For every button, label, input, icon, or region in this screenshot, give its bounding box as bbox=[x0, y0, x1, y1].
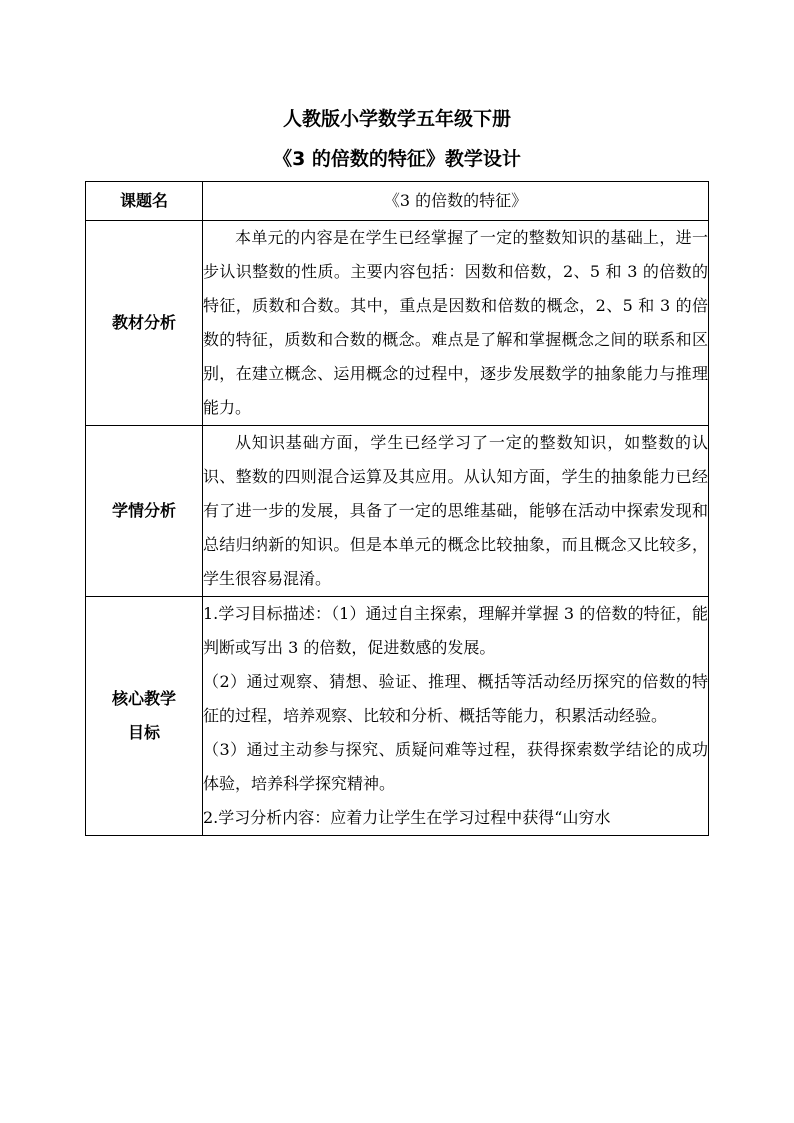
table-row-topic bbox=[86, 182, 709, 221]
table-row-core-objectives bbox=[86, 597, 709, 836]
table-row-student-analysis bbox=[86, 426, 709, 597]
row-label-topic: 课题名 bbox=[86, 182, 203, 221]
row-label-material-analysis: 教材分析 bbox=[86, 221, 203, 426]
row-content-student-analysis bbox=[203, 426, 709, 597]
objective-paragraph-3: （3）通过主动参与探究、质疑问难等过程，获得探索数学结论的成功体验，培养科学探究精神。 bbox=[203, 740, 708, 793]
objective-paragraph-4: 2.学习分析内容：应着力让学生在学习过程中获得“山穷水 bbox=[203, 808, 611, 827]
table-row-material-analysis bbox=[86, 221, 709, 426]
row-label-core-objectives-line2: 目标 bbox=[127, 723, 160, 742]
row-content-topic: 《3 的倍数的特征》 bbox=[203, 182, 709, 221]
row-label-core-objectives-line1: 核心教学 bbox=[111, 689, 176, 708]
objective-paragraph-1: 1.学习目标描述：（1）通过自主探索，理解并掌握 3 的倍数的特征，能判断或写出 3 的倍数，促进数感的发展。 bbox=[203, 604, 708, 657]
row-label-core-objectives bbox=[86, 597, 203, 836]
document-title: 人教版小学数学五年级下册 bbox=[282, 108, 511, 130]
material-analysis-text: 本单元的内容是在学生已经掌握了一定的整数知识的基础上，进一步认识整数的性质。主要内容包括：因数和倍数，2、5 和 3 的倍数的特征，质数和合数。其中，重点是因数和倍数的概念，2、5 和 3 的倍数的特征，质数和合数的概念。难点是了解和掌握概念之间的联系和区别，在建立概念、运用概念的过程中，逐步发展数学的抽象能力与推理能力。 bbox=[203, 228, 708, 417]
row-content-core-objectives bbox=[203, 597, 709, 836]
objective-paragraph-2: （2）通过观察、猜想、验证、推理、概括等活动经历探究的倍数的特征的过程，培养观察、比较和分析、概括等能力，积累活动经验。 bbox=[203, 672, 708, 725]
row-content-material-analysis bbox=[203, 221, 709, 426]
row-label-student-analysis: 学情分析 bbox=[86, 426, 203, 597]
student-analysis-text: 从知识基础方面，学生已经学习了一定的整数知识，如整数的认识、整数的四则混合运算及其应用。从认知方面，学生的抽象能力已经有了进一步的发展，具备了一定的思维基础，能够在活动中探索发现和总结归纳新的知识。但是本单元的概念比较抽象，而且概念又比较多，学生很容易混淆。 bbox=[203, 433, 708, 588]
lesson-plan-table bbox=[85, 181, 709, 836]
document-subtitle: 《3 的倍数的特征》教学设计 bbox=[273, 148, 521, 170]
